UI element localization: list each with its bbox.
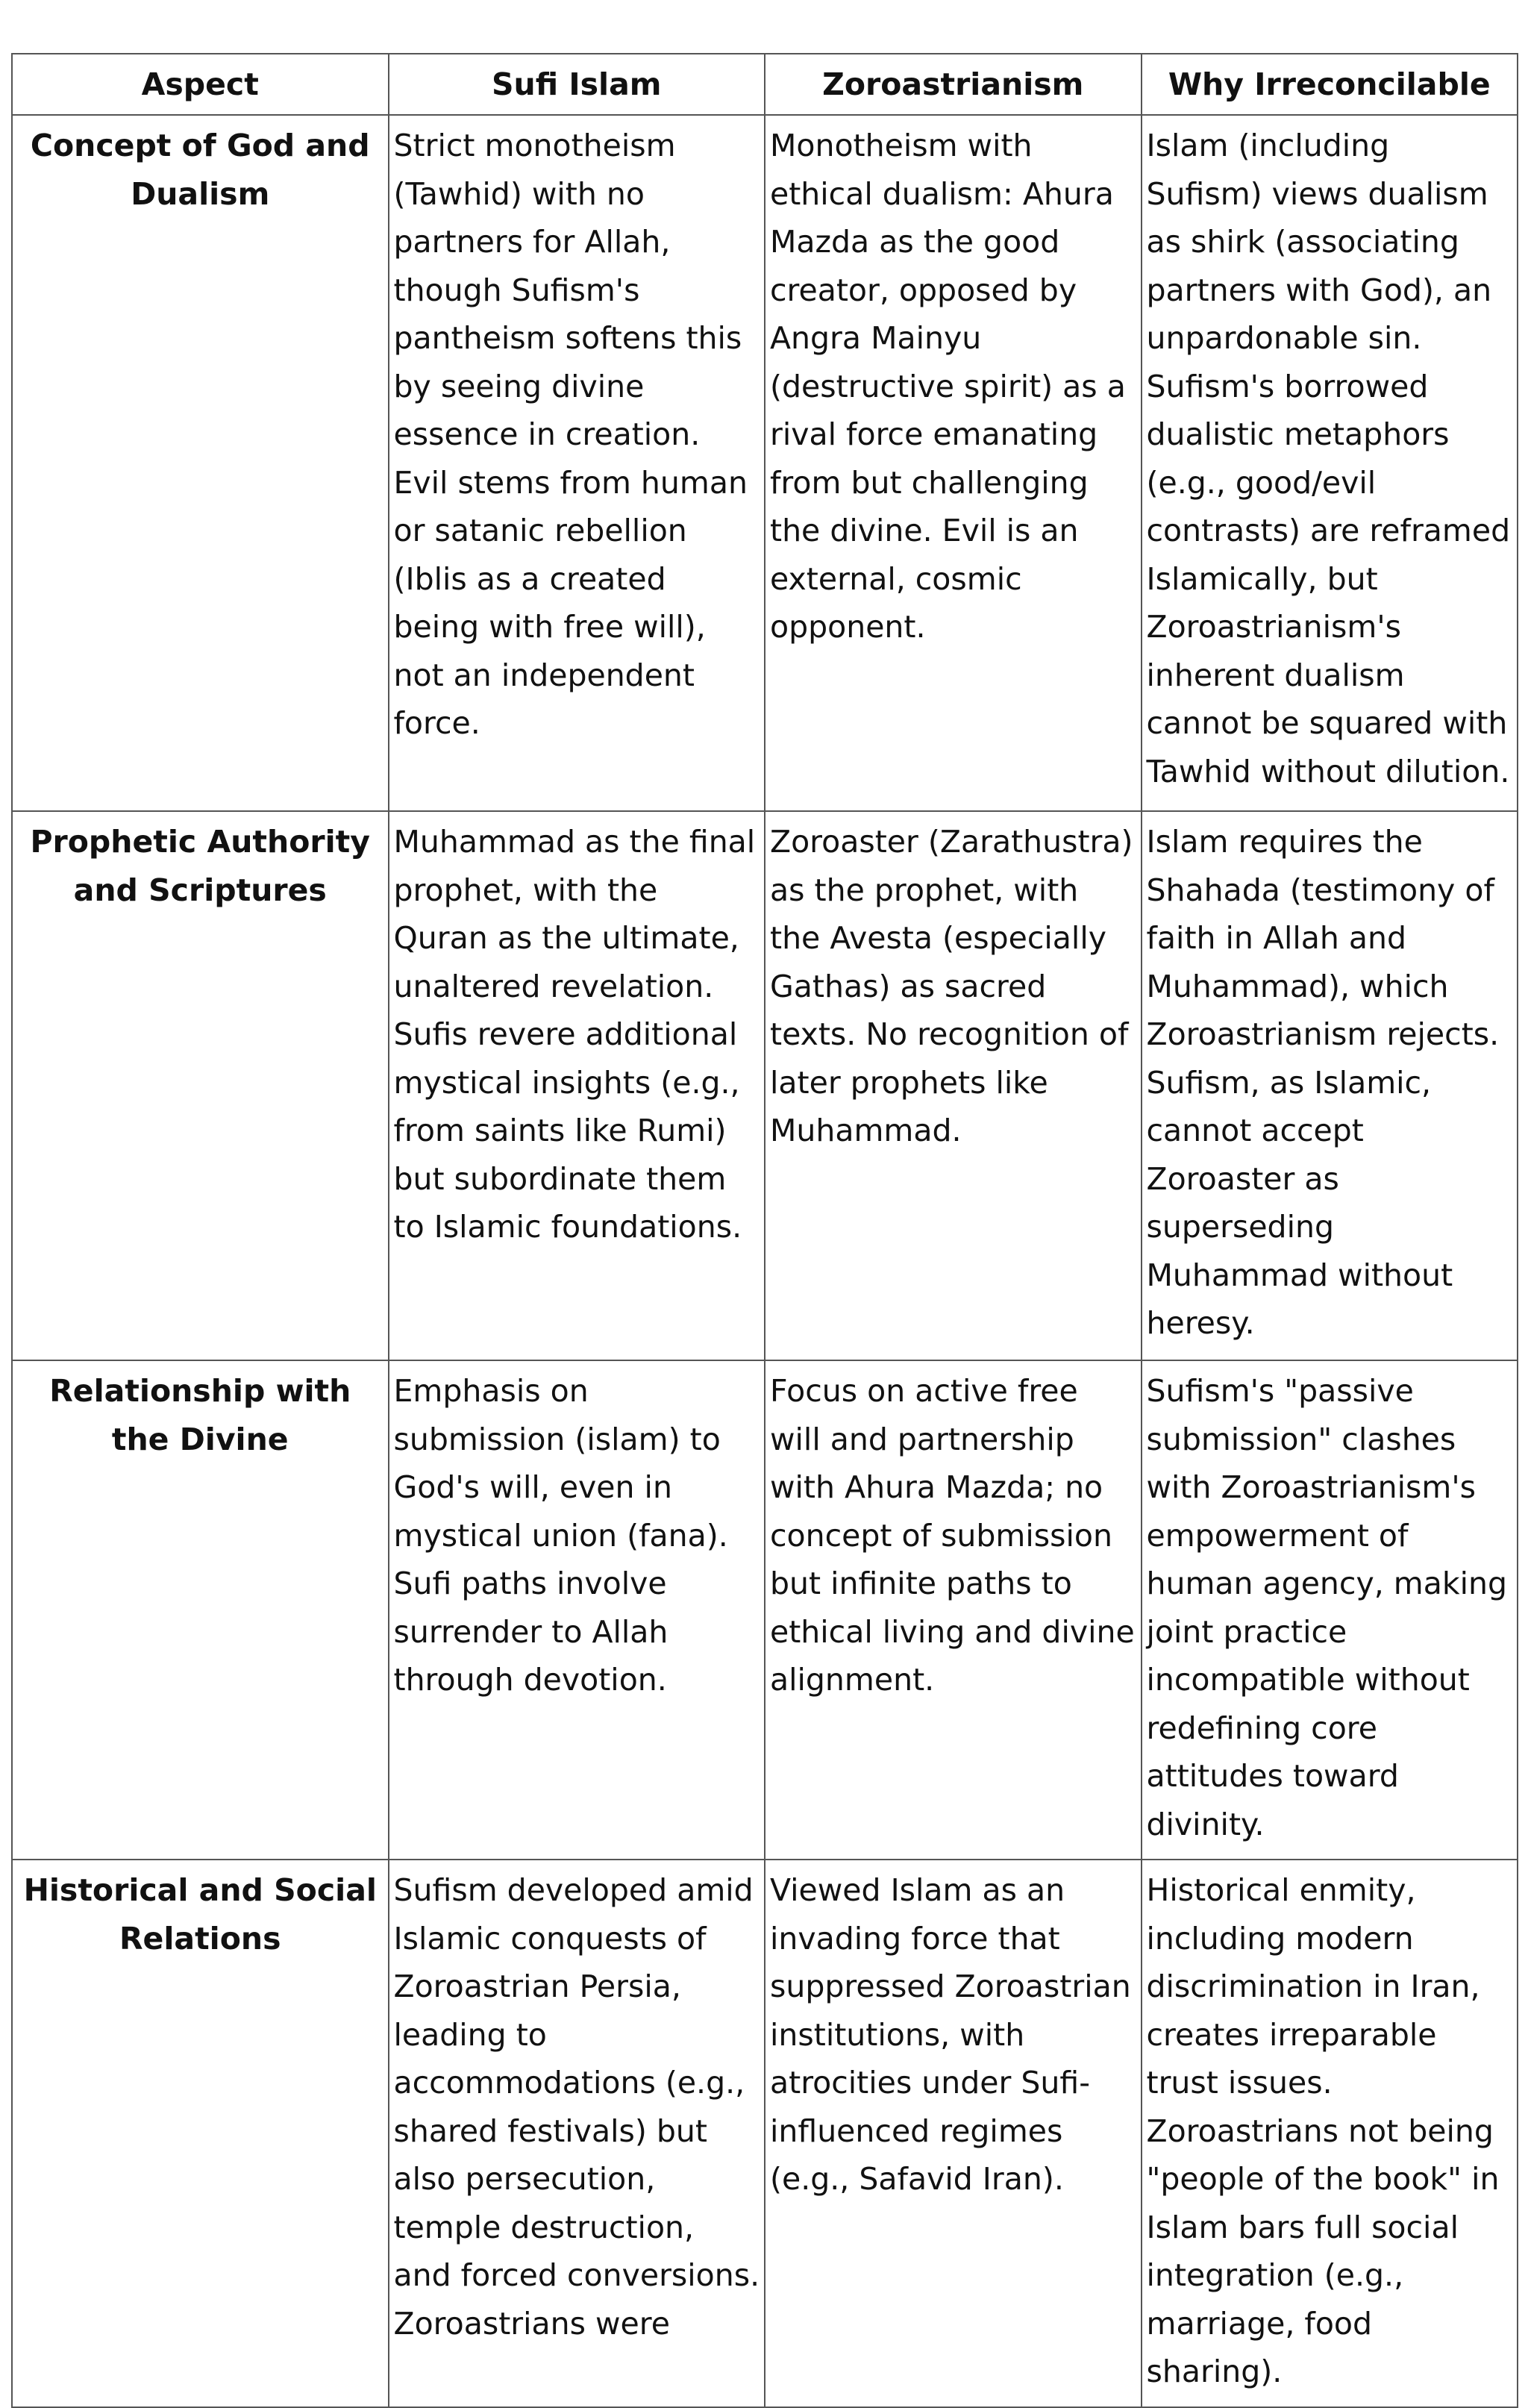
- why-irreconcilable-cell: Historical enmity, including modern discrimination in Iran, creates irreparable trust issues. Zoroastrians not being "people of the book" in Islam bars full social integration (e.g., marriage, food sharing).: [1142, 1860, 1518, 2407]
- sufi-islam-cell: Muhammad as the final prophet, with the Quran as the ultimate, unaltered revelation. Sufis revere additional mystical insights (e.g., from saints like Rumi) but subordinate them to Islamic foundations.: [389, 811, 765, 1360]
- header-row: [12, 54, 1518, 115]
- header-sufi-islam: Sufi Islam: [389, 54, 765, 115]
- table-row: [12, 1360, 1518, 1860]
- sufi-islam-cell: Emphasis on submission (islam) to God's will, even in mystical union (fana). Sufi paths involve surrender to Allah through devotion.: [389, 1360, 765, 1860]
- aspect-cell: Prophetic Authority and Scriptures: [12, 811, 389, 1360]
- zoroastrianism-cell: Focus on active free will and partnership with Ahura Mazda; no concept of submission but infinite paths to ethical living and divine alignment.: [765, 1360, 1142, 1860]
- comparison-table: [11, 53, 1518, 2408]
- why-irreconcilable-cell: Islam requires the Shahada (testimony of faith in Allah and Muhammad), which Zoroastrianism rejects. Sufism, as Islamic, cannot accept Zoroaster as superseding Muhammad without heresy.: [1142, 811, 1518, 1360]
- header-aspect: Aspect: [12, 54, 389, 115]
- sufi-islam-cell: Strict monotheism (Tawhid) with no partners for Allah, though Sufism's pantheism softens this by seeing divine essence in creation. Evil stems from human or satanic rebellion (Iblis as a created being with free will), not an independent force.: [389, 115, 765, 811]
- header-why-irreconcilable: Why Irreconcilable: [1142, 54, 1518, 115]
- aspect-cell: Historical and Social Relations: [12, 1860, 389, 2407]
- why-irreconcilable-cell: Sufism's "passive submission" clashes with Zoroastrianism's empowerment of human agency, making joint practice incompatible without redefining core attitudes toward divinity.: [1142, 1360, 1518, 1860]
- why-irreconcilable-cell: Islam (including Sufism) views dualism as shirk (associating partners with God), an unpardonable sin. Sufism's borrowed dualistic metaphors (e.g., good/evil contrasts) are reframed Islamically, but Zoroastrianism's inherent dualism cannot be squared with Tawhid without dilution.: [1142, 115, 1518, 811]
- table-header: [12, 54, 1518, 115]
- table-body: [12, 115, 1518, 2407]
- sufi-islam-cell: Sufism developed amid Islamic conquests of Zoroastrian Persia, leading to accommodations (e.g., shared festivals) but also persecution, temple destruction, and forced conversions. Zoroastrians were: [389, 1860, 765, 2407]
- header-zoroastrianism: Zoroastrianism: [765, 54, 1142, 115]
- aspect-cell: Concept of God and Dualism: [12, 115, 389, 811]
- aspect-cell: Relationship with the Divine: [12, 1360, 389, 1860]
- table-row: [12, 115, 1518, 811]
- table-row: [12, 1860, 1518, 2407]
- zoroastrianism-cell: Monotheism with ethical dualism: Ahura Mazda as the good creator, opposed by Angra Mainyu (destructive spirit) as a rival force emanating from but challenging the divine. Evil is an external, cosmic opponent.: [765, 115, 1142, 811]
- zoroastrianism-cell: Viewed Islam as an invading force that suppressed Zoroastrian institutions, with atrocities under Sufi-influenced regimes (e.g., Safavid Iran).: [765, 1860, 1142, 2407]
- zoroastrianism-cell: Zoroaster (Zarathustra) as the prophet, with the Avesta (especially Gathas) as sacred texts. No recognition of later prophets like Muhammad.: [765, 811, 1142, 1360]
- comparison-table-container: [11, 53, 1517, 2408]
- table-row: [12, 811, 1518, 1360]
